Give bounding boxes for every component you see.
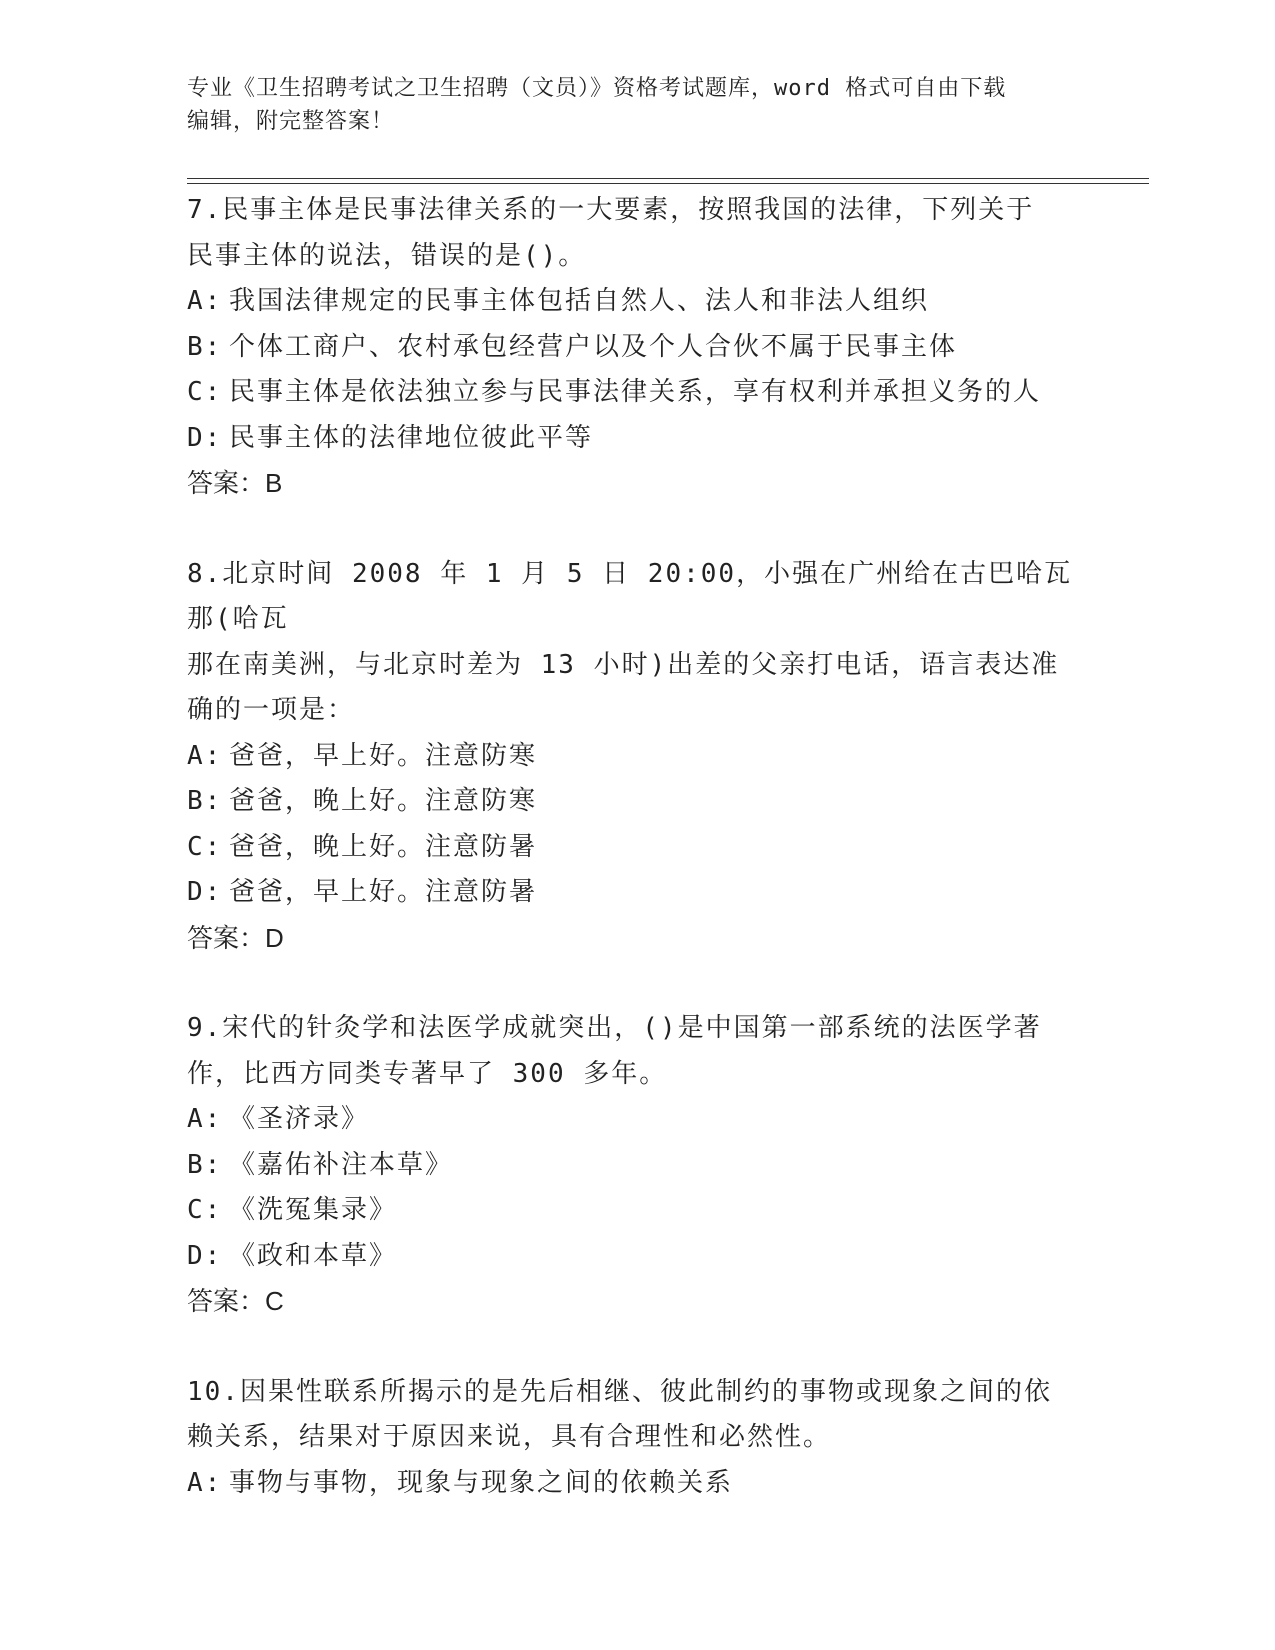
answer-option xyxy=(187,370,1087,416)
option-letter: C: xyxy=(187,831,223,862)
option-letter: A: xyxy=(187,286,223,316)
question-stem-line: 8.北京时间 2008 年 1 月 5 日 20:00，小强在广州给在古巴哈瓦那(哈瓦 xyxy=(187,558,1073,634)
answer-key: 答案：D xyxy=(187,922,284,953)
answer-option xyxy=(187,1097,1087,1143)
question-list xyxy=(187,188,1087,1551)
option-letter: C: xyxy=(187,1195,223,1225)
answer-option xyxy=(187,825,1087,871)
option-text: 《嘉佑补注本草》 xyxy=(229,1149,454,1180)
option-text: 个体工商户、农村承包经营户以及个人合伙不属于民事主体 xyxy=(229,331,958,362)
answer-option xyxy=(187,325,1087,371)
answer-option xyxy=(187,870,1087,916)
option-text: 我国法律规定的民事主体包括自然人、法人和非法人组织 xyxy=(229,286,930,316)
answer-option xyxy=(187,1461,1087,1507)
answer-option xyxy=(187,1234,1087,1280)
option-text: 《政和本草》 xyxy=(229,1240,398,1271)
question-stem-line: 确的一项是： xyxy=(187,695,356,725)
question-stem-line: 民事主体的说法，错误的是()。 xyxy=(187,240,587,271)
option-letter: B: xyxy=(187,786,223,816)
option-letter: B: xyxy=(187,1149,223,1180)
question-stem-line: 那在南美洲，与北京时差为 13 小时)出差的父亲打电话，语言表达准 xyxy=(187,649,1060,680)
option-letter: D: xyxy=(187,877,223,907)
option-text: 《圣济录》 xyxy=(229,1104,370,1134)
option-text: 民事主体是依法独立参与民事法律关系，享有权利并承担义务的人 xyxy=(229,377,1042,407)
question-block xyxy=(187,188,1087,507)
answer-option xyxy=(187,779,1087,825)
option-letter: D: xyxy=(187,1240,223,1271)
question-stem-line: 作，比西方同类专著早了 300 多年。 xyxy=(187,1058,668,1089)
option-letter: C: xyxy=(187,377,223,407)
option-letter: B: xyxy=(187,331,223,362)
header-divider-top xyxy=(187,178,1149,179)
answer-key: 答案：C xyxy=(187,1286,284,1316)
document-header xyxy=(187,72,1087,138)
answer-option xyxy=(187,416,1087,462)
question-block xyxy=(187,1370,1087,1507)
header-divider-bottom xyxy=(187,183,1149,184)
header-line-2: 编辑，附完整答案！ xyxy=(187,109,395,134)
option-text: 爸爸，晚上好。注意防暑 xyxy=(229,831,538,862)
answer-option xyxy=(187,1143,1087,1189)
answer-option xyxy=(187,279,1087,325)
option-letter: A: xyxy=(187,1104,223,1134)
question-stem-line: 9.宋代的针灸学和法医学成就突出，()是中国第一部系统的法医学著 xyxy=(187,1013,1042,1043)
option-letter: A: xyxy=(187,1467,223,1498)
option-text: 事物与事物，现象与现象之间的依赖关系 xyxy=(229,1467,734,1498)
question-block xyxy=(187,552,1087,962)
option-letter: D: xyxy=(187,422,223,453)
option-text: 《洗冤集录》 xyxy=(229,1195,398,1225)
answer-key: 答案：B xyxy=(187,468,283,498)
answer-option xyxy=(187,734,1087,780)
option-letter: A: xyxy=(187,740,223,771)
option-text: 爸爸，晚上好。注意防寒 xyxy=(229,786,538,816)
answer-option xyxy=(187,1188,1087,1234)
question-stem-line: 7.民事主体是民事法律关系的一大要素，按照我国的法律，下列关于 xyxy=(187,195,1035,225)
question-stem-line: 10.因果性联系所揭示的是先后相继、彼此制约的事物或现象之间的依 xyxy=(187,1376,1052,1407)
option-text: 爸爸，早上好。注意防寒 xyxy=(229,740,538,771)
option-text: 爸爸，早上好。注意防暑 xyxy=(229,877,538,907)
question-block xyxy=(187,1006,1087,1325)
header-line-1: 专业《卫生招聘考试之卫生招聘（文员）》资格考试题库，word 格式可自由下载 xyxy=(187,76,1007,101)
option-text: 民事主体的法律地位彼此平等 xyxy=(229,422,594,453)
question-stem-line: 赖关系，结果对于原因来说，具有合理性和必然性。 xyxy=(187,1422,832,1452)
